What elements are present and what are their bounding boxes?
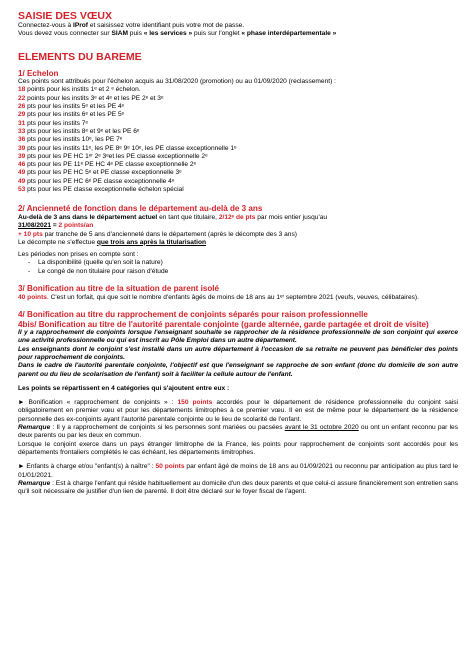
anciennete-p3: + 10 pts par tranche de 5 ans d'ancienneté dans le département (après le décompte des 3 ans) [18,230,297,238]
echelon-text: pts pour les instits 8ᵉ et 9ᵉ et les PE 6ᵉ [25,127,140,135]
rapprochement-title-2: 4bis/ Bonification au titre de l'autorité parentale conjointe (garde alternée, garde partagée et droit de visite) [18,319,429,329]
echelon-points: 18 [18,86,26,94]
parent-isole-title: 3/ Bonification au titre de la situation de parent isolé [18,284,220,294]
rapprochement-p2: Les enseignants dont le conjoint s'est installé dans un autre département à l'occasion de sa retraite ne peuvent pas bénéficier des points pour rapprochement de conjoints. [18,345,458,361]
echelon-title: 1/ Echelon [18,68,59,78]
echelon-points: 36 [18,136,26,144]
saisie-line-2: Vous devez vous connecter sur SIAM puis « les services » puis sur l'onglet « phase interdépartementale » [18,30,337,38]
echelon-item [18,186,458,194]
anciennete-title: 2/ Ancienneté de fonction dans le département au-delà de 3 ans [18,204,263,214]
echelon-text: pts pour les PE 11ᵉ PE HC 4ᵉ PE classe exceptionnelle 2ᵉ [25,161,197,169]
anciennete-p2: 31/08/2021 = 2 points/an [18,222,94,230]
rapprochement-p3: Dans le cadre de l'autorité parentale conjointe, l'objectif est que l'enseignant se rapproche de son enfant (donc du domicile de son autre parent ou du lieu de scolarisation de l'enfant) soit à faciliter la cellule autour de l'enfant. [18,362,458,378]
echelon-text: pts pour les instits 7ᵉ [25,119,88,127]
echelon-points: 46 [18,161,26,169]
bonif-conjoints-etranger: Lorsque le conjoint exerce dans un pays étranger limitrophe de la France, les points pour rapprochement de conjoints sont accordés pour les départements frontaliers complétés le cas échéant, les départements limitrophes. [18,440,458,456]
echelon-points: 31 [18,119,26,127]
echelon-points: 22 [18,94,26,102]
echelon-item [18,161,458,169]
saisie-title: SAISIE DES VŒUX [18,10,112,22]
echelon-text: pts pour les instits 5ᵉ et les PE 4ᵉ [25,103,125,111]
rapprochement-p4: Les points se répartissent en 4 catégories qui s'ajoutent entre eux : [18,384,230,392]
rapprochement-title-1: 4/ Bonification au titre du rapprochement de conjoints séparés pour raison professionnelle [18,309,368,319]
echelon-points: 39 [18,144,26,152]
echelon-list [18,86,458,194]
echelon-text: pts pour les PE HC 1ᵉʳ 2ᵉ 3ᵉet les PE classe exceptionnelle 2ᵉ [25,152,208,160]
echelon-item [18,169,458,177]
echelon-points: 49 [18,177,26,185]
echelon-points: 53 [18,186,26,194]
echelon-item [18,128,458,136]
echelon-item [18,136,458,144]
rapprochement-p1: Il y a rapprochement de conjoints lorsque l'enseignant souhaite se rapprocher de la résidence professionnelle de son conjoint qui exerce une activité professionnelle ou qui est inscrit au Pôle Emploi dans un autre département. [18,329,458,345]
echelon-text: points pour les instits 1ᵉ et 2 ᵉ échelon. [25,86,141,94]
echelon-item [18,95,458,103]
anciennete-p1: Au-delà de 3 ans dans le département actuel en tant que titulaire, 2/12ᵉ de pts par mois entier jusqu'au [18,213,328,221]
echelon-points: 26 [18,103,26,111]
echelon-item [18,145,458,153]
dash-icon: - [28,267,31,275]
echelon-item [18,103,458,111]
echelon-text: pts pour les PE HC 6ᵉ PE classe exceptionnelle 4ᵉ [25,177,175,185]
iprof-label: IProf [72,22,89,29]
parent-isole-p1: 40 points. C'est un forfait, qui que soit le nombre d'enfants âgés de moins de 18 ans au 1ᵉʳ septembre 2021 (veufs, veuves, célibataires). [18,293,419,301]
echelon-item [18,120,458,128]
echelon-points: 33 [18,127,26,135]
document-page [18,10,458,496]
echelon-points: 49 [18,169,26,177]
echelon-text: pts pour les instits 10ᵉ, les PE 7ᵉ [25,136,123,144]
dash-icon: - [28,259,31,267]
bonif-enfants: ► Enfants à charge et/ou "enfant(s) à naître" : 50 points par enfant âgé de moins de 18 ans au 01/09/2021 ou reconnu par anticipation au plus tard le 01/01/2021. [18,463,459,479]
echelon-item [18,86,458,94]
anciennete-p6: - La disponibilité (quelle qu'en soit la nature) [28,259,163,267]
anciennete-p5: Les périodes non prises en compte sont : [18,251,139,259]
bonif-conjoints: ► Bonification « rapprochement de conjoints » : 150 points accordés pour le département de résidence professionnelle du conjoint saisi obligatoirement en premier vœu et pour les départements limitrophes à ce premier vœu. Il en est de même pour le département de la résidence personnelle des ex-conjoints ayant l'autorité parentale conjointe ou le lieu de scolarité de l'enfant. [18,399,458,423]
bareme-title: ELEMENTS DU BAREME [18,50,142,63]
echelon-points: 39 [18,152,26,160]
echelon-intro: Ces points sont attribués pour l'échelon acquis au 31/08/2020 (promotion) ou au 01/09/2020 (reclassement) : [18,78,336,86]
saisie-line-1: Connectez-vous à IProf et saisissez votre identifiant puis votre mot de passe. [18,22,245,29]
echelon-item [18,178,458,186]
echelon-text: pts pour les instits 6ᵉ et les PE 5ᵉ [25,111,125,119]
echelon-text: pts pour les PE classe exceptionnelle échelon spécial [25,186,184,194]
echelon-text: pts pour les instits 11ᵉ, les PE 8ᵉ 9ᵉ 10ᵉ, les PE classe exceptionnelle 1ᵉ [25,144,237,152]
anciennete-p7: - Le congé de non titulaire pour raison d'étude [28,267,169,275]
echelon-text: points pour les instits 3ᵉ et 4ᵉ et les PE 2ᵉ et 3ᵉ [25,94,164,102]
anciennete-p4: Le décompte ne s'effectue que trois ans après la titularisation [18,238,207,246]
echelon-item [18,153,458,161]
bonif-enfants-remarque: Remarque : Est à charge l'enfant qui réside habituellement au domicile d'un des deux parents et que celui-ci assure financièrement son entretien sans qu'il soit nécessaire de justifier d'un lien de parenté. Il doit être déclaré sur le foyer fiscal de l'agent. [18,479,458,496]
echelon-points: 29 [18,111,26,119]
echelon-item [18,111,458,119]
echelon-text: pts pour les PE HC 5ᵉ et PE classe exceptionnelle 3ᵉ [25,169,182,177]
bonif-conjoints-remarque: Remarque : Il y a rapprochement de conjoints si les personnes sont mariées ou pacsées avant le 31 octobre 2020 ou ont un enfant reconnu par les deux parents ou par les deux en commun. [18,424,459,440]
